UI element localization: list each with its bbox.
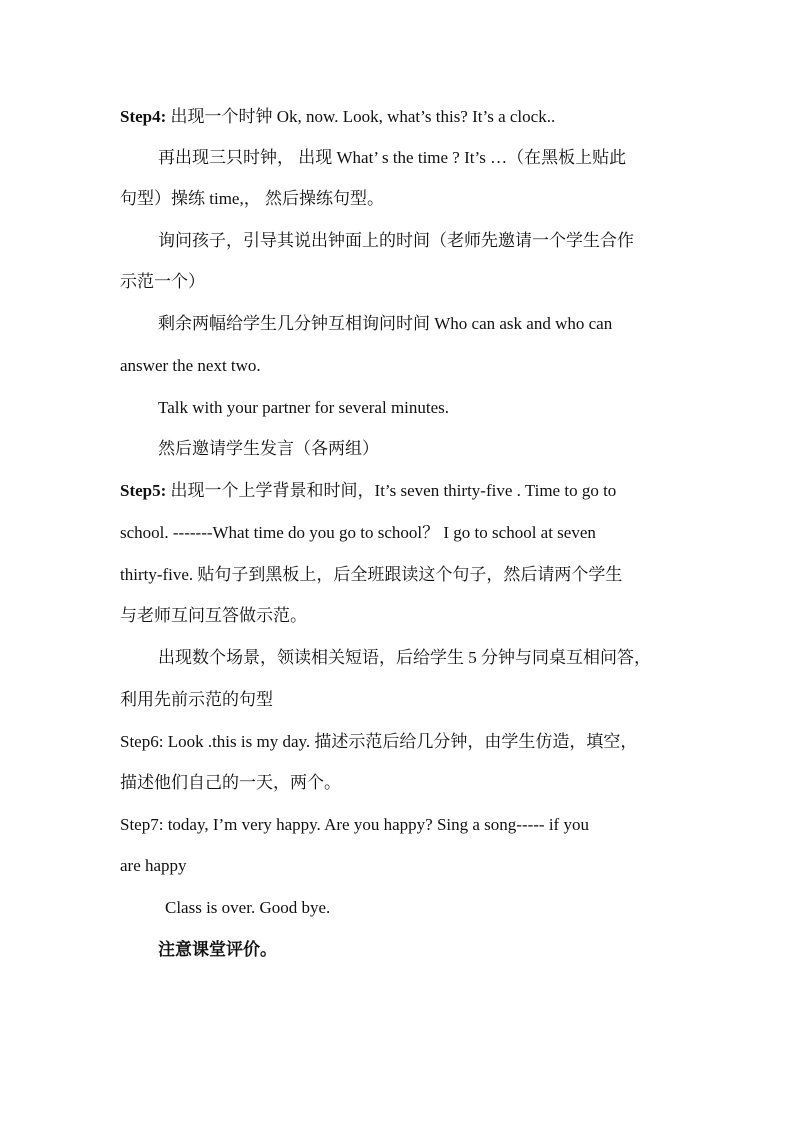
step5-line <box>120 481 616 501</box>
paragraph-line: 描述他们自己的一天，两个。 <box>120 773 341 792</box>
paragraph-line: answer the next two. <box>120 356 261 375</box>
paragraph-line: 再出现三只时钟， 出现 What’ s the time ? It’s …（在黑板上贴此 <box>158 148 627 167</box>
paragraph-line: 然后邀请学生发言（各两组） <box>158 439 379 458</box>
paragraph-line: are happy <box>120 856 187 875</box>
step6-line: Step6: Look .this is my day. 描述示范后给几分钟，由学生仿造，填空， <box>120 732 638 751</box>
step5-text: 出现一个上学背景和时间，It’s seven thirty-five . Time to go to <box>166 481 617 500</box>
step4-line <box>120 107 555 127</box>
paragraph-line: thirty-five. 贴句子到黑板上，后全班跟读这个句子，然后请两个学生 <box>120 565 623 584</box>
paragraph-line: 剩余两幅给学生几分钟互相询问时间 Who can ask and who can <box>158 314 613 333</box>
step7-line: Step7: today, I’m very happy. Are you happy? Sing a song----- if you <box>120 815 589 834</box>
closing-line: Class is over. Good bye. <box>165 898 331 917</box>
note-line: 注意课堂评价。 <box>158 940 277 959</box>
step4-label: Step4: <box>120 107 167 126</box>
paragraph-line: 示范一个） <box>120 272 205 291</box>
paragraph-line: 出现数个场景，领读相关短语，后给学生 5 分钟与同桌互相问答， <box>158 648 651 667</box>
paragraph-line: 询问孩子，引导其说出钟面上的时间（老师先邀请一个学生合作 <box>158 231 634 250</box>
paragraph-line: 与老师互问互答做示范。 <box>120 606 307 625</box>
paragraph-line: school. -------What time do you go to school？ I go to school at seven <box>120 523 596 542</box>
step5-label: Step5: <box>120 481 167 500</box>
paragraph-line: 利用先前示范的句型 <box>120 690 273 709</box>
step4-text: 出现一个时钟 Ok, now. Look, what’s this? It’s a clock.. <box>166 107 556 126</box>
paragraph-line: 句型）操练 time,， 然后操练句型。 <box>120 189 384 208</box>
paragraph-line: Talk with your partner for several minutes. <box>158 398 450 417</box>
